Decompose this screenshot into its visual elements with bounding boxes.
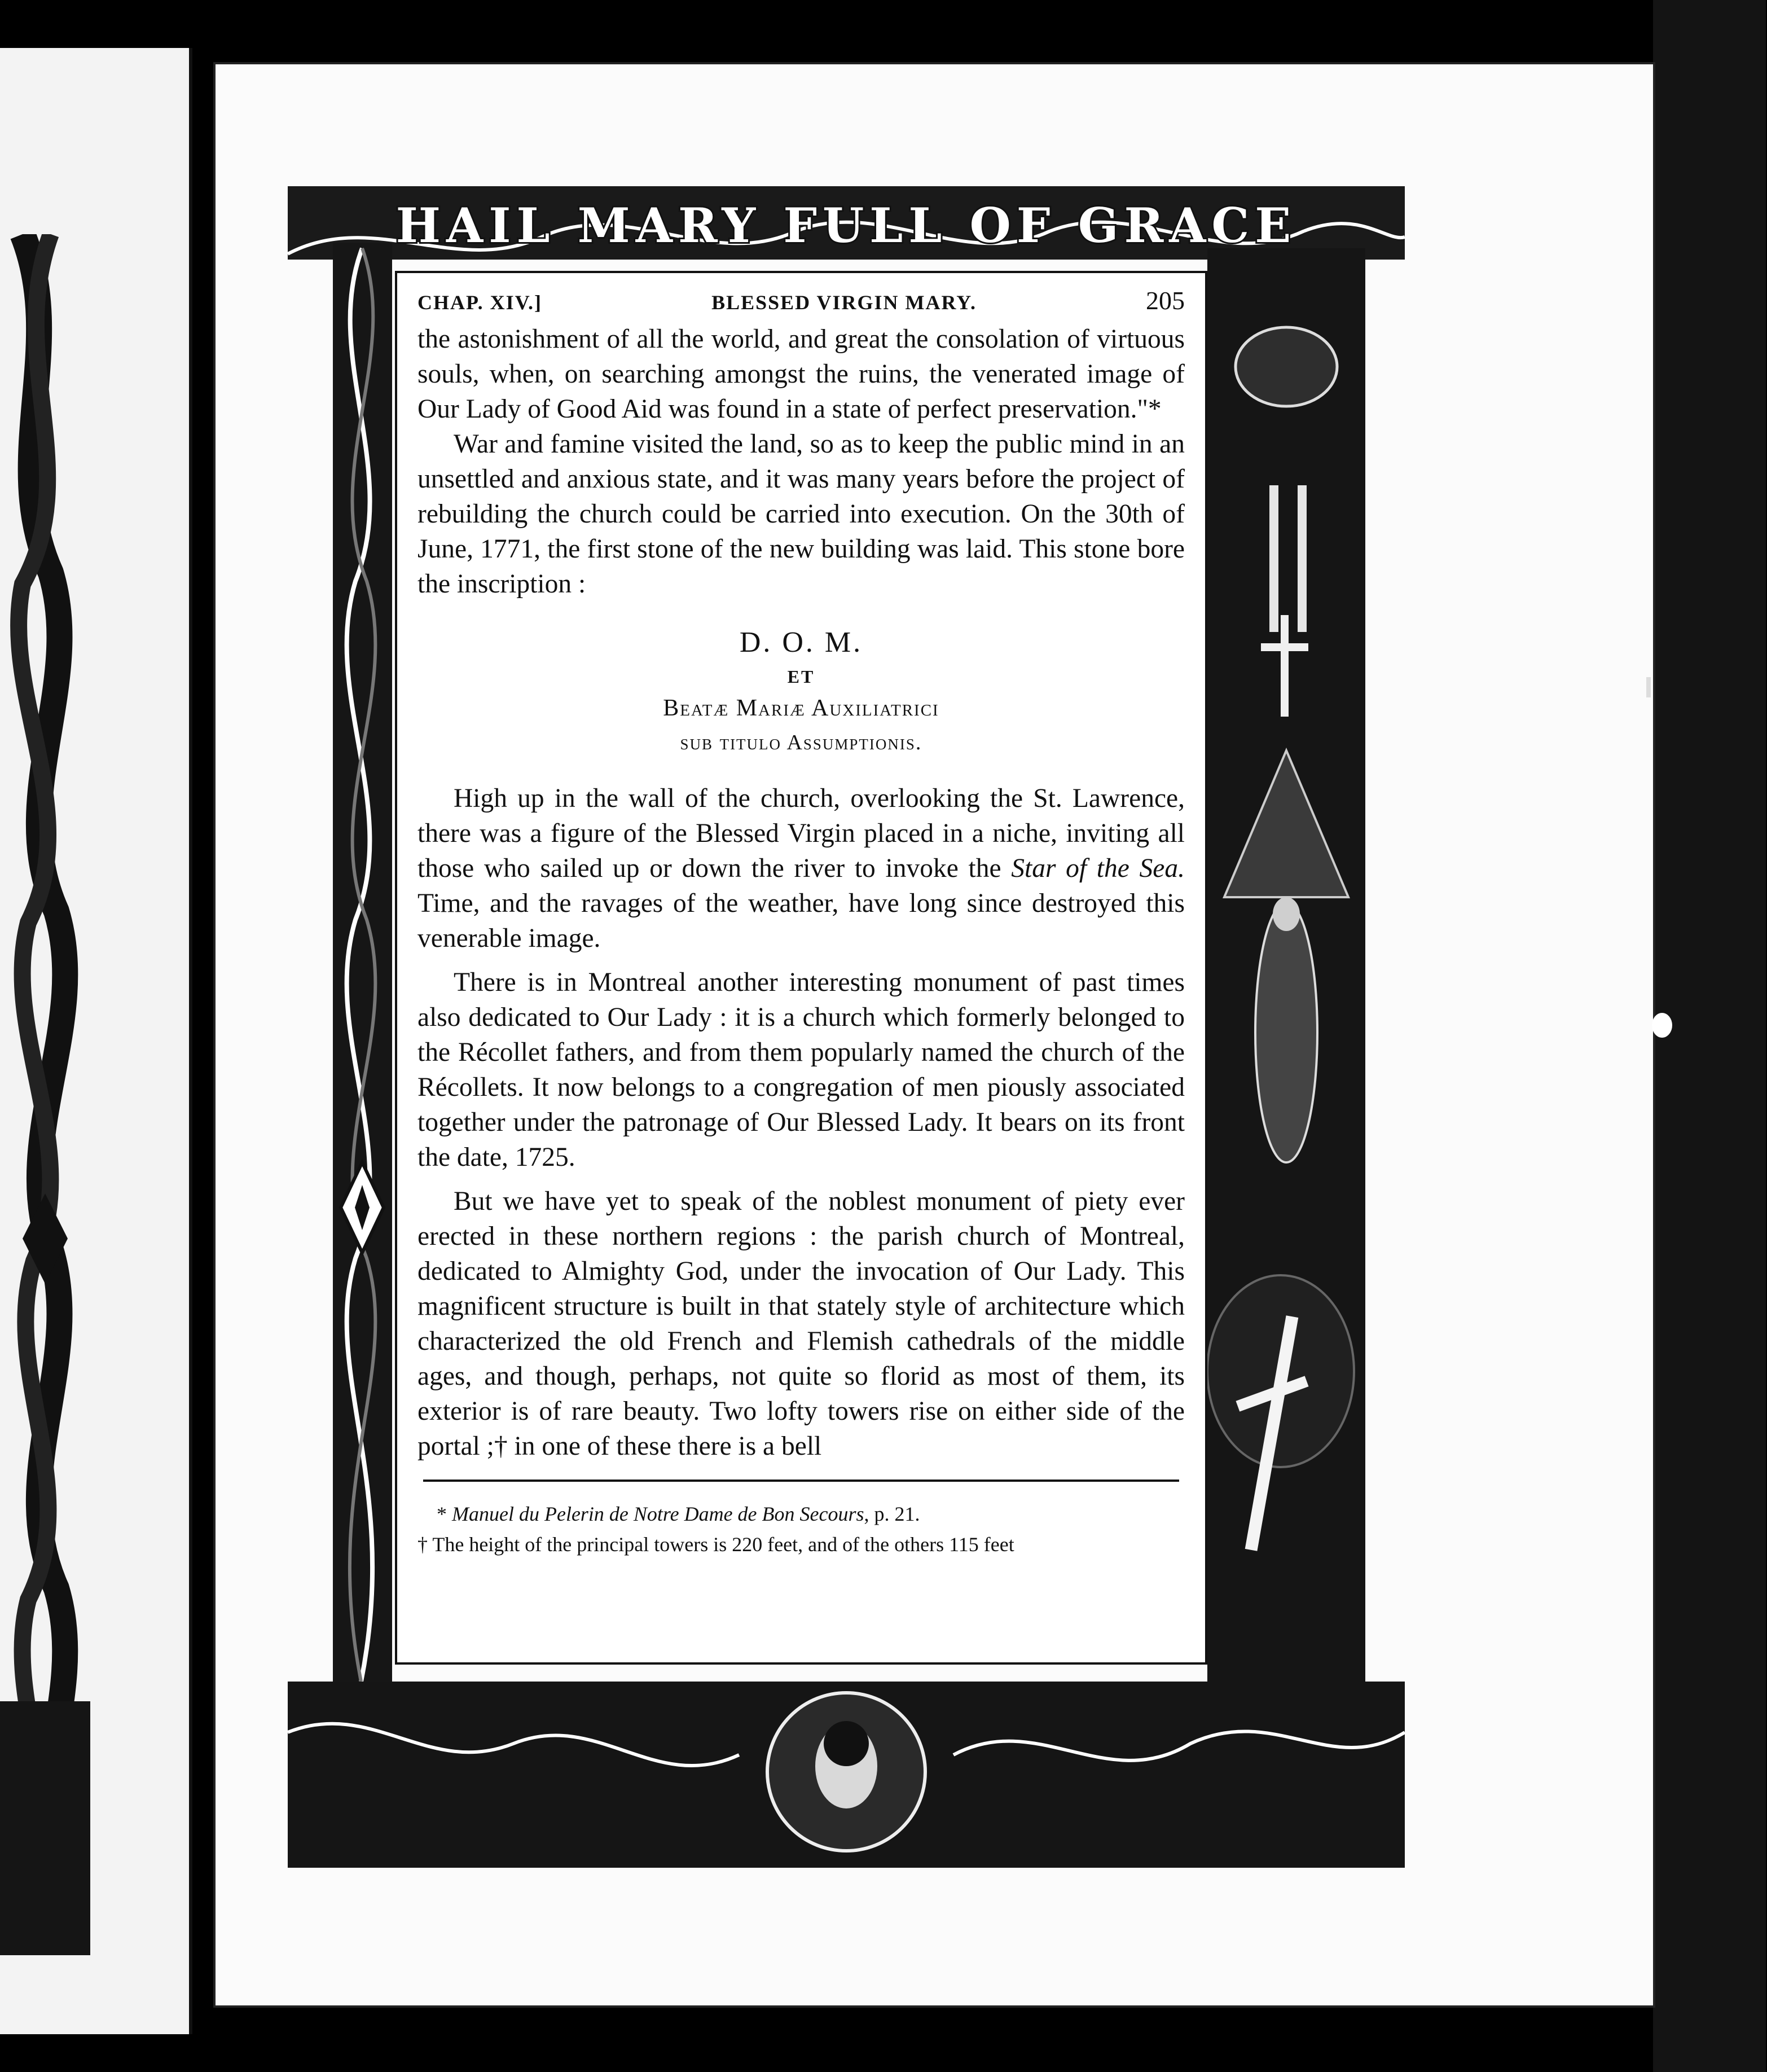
- footnote-rule: [423, 1480, 1179, 1482]
- scanner-edge-band: [1653, 0, 1766, 2072]
- paragraph-1: the astonishment of all the world, and great the consolation of virtuous souls, when, on searching amongst the ruins, the venerated image of Our Lady of Good Aid was found in a state of perfect preservation."*: [417, 324, 1185, 424]
- inscription-line-1: D. O. M.: [739, 626, 863, 659]
- paragraph-3: [417, 781, 1185, 956]
- running-title: BLESSED VIRGIN MARY.: [711, 291, 977, 314]
- chapter-label: CHAP. XIV.]: [417, 291, 543, 314]
- scanner-speck: [1652, 1013, 1672, 1038]
- page-number: 205: [1146, 286, 1185, 315]
- footnotes: [417, 1499, 1185, 1560]
- inscription-line-2: ET: [787, 666, 815, 687]
- banner-wrapper: [288, 192, 1405, 265]
- inscription: [417, 622, 1185, 758]
- paragraph-3-text-b: Time, and the ravages of the weather, have long since destroyed this venerable image.: [417, 889, 1185, 953]
- inscription-line-3: Beatæ Mariæ Auxiliatrici: [663, 695, 939, 721]
- banner-text: HAIL MARY FULL OF GRACE: [395, 197, 1297, 253]
- footnote-1-page: , p. 21.: [864, 1503, 920, 1525]
- footnote-1-title: Manuel du Pelerin de Notre Dame de Bon Secours: [452, 1503, 864, 1525]
- inscription-line-4: sub titulo Assumptionis.: [680, 731, 922, 754]
- paragraph-3-text-a: High up in the wall of the church, overlooking the St. Lawrence, there was a figure of the Blessed Virgin placed in a niche, inviting all those who sailed up or down the river to invoke the: [417, 784, 1185, 883]
- running-head: [417, 286, 1185, 322]
- paragraph-5: But we have yet to speak of the noblest monument of piety ever erected in these northern regions : the parish church of Montreal, dedicated to Almighty God, under the invocation of Our Lady. This magnificent structure is built in that stately style of architecture which characterized the old French and Flemish cathedrals of the middle ages, and though, perhaps, not quite so florid as most of them, its exterior is of rare beauty. Two lofty towers rise on either side of the portal ;† in one of these there is a bell: [417, 1187, 1185, 1461]
- text-panel: [395, 271, 1207, 1665]
- footnote-1: [417, 1499, 1185, 1529]
- body-text: [417, 322, 1185, 1464]
- footnote-1-mark: *: [437, 1503, 452, 1525]
- left-facing-page: [0, 48, 192, 2034]
- paragraph-4: There is in Montreal another interesting monument of past times also dedicated to Our Lady : it is a church which formerly belonged to the Récollet fathers, and from them popularly named the church of the Récollets. It now belongs to a congregation of men piously associated together under the patronage of Our Blessed Lady. It bears on its front the date, 1725.: [417, 968, 1185, 1172]
- scanner-mark: [1646, 677, 1651, 697]
- paragraph-3-italic: Star of the Sea.: [1011, 854, 1185, 883]
- left-page-ornament-border: [0, 234, 90, 1955]
- footnote-2: † The height of the principal towers is 220 feet, and of the others 115 feet: [417, 1533, 1014, 1556]
- paragraph-2: War and famine visited the land, so as to keep the public mind in an unsettled and anxious state, and it was many years before the project of rebuilding the church could be carried into execution. On the 30th of June, 1771, the first stone of the new building was laid. This stone bore the inscription :: [417, 429, 1185, 599]
